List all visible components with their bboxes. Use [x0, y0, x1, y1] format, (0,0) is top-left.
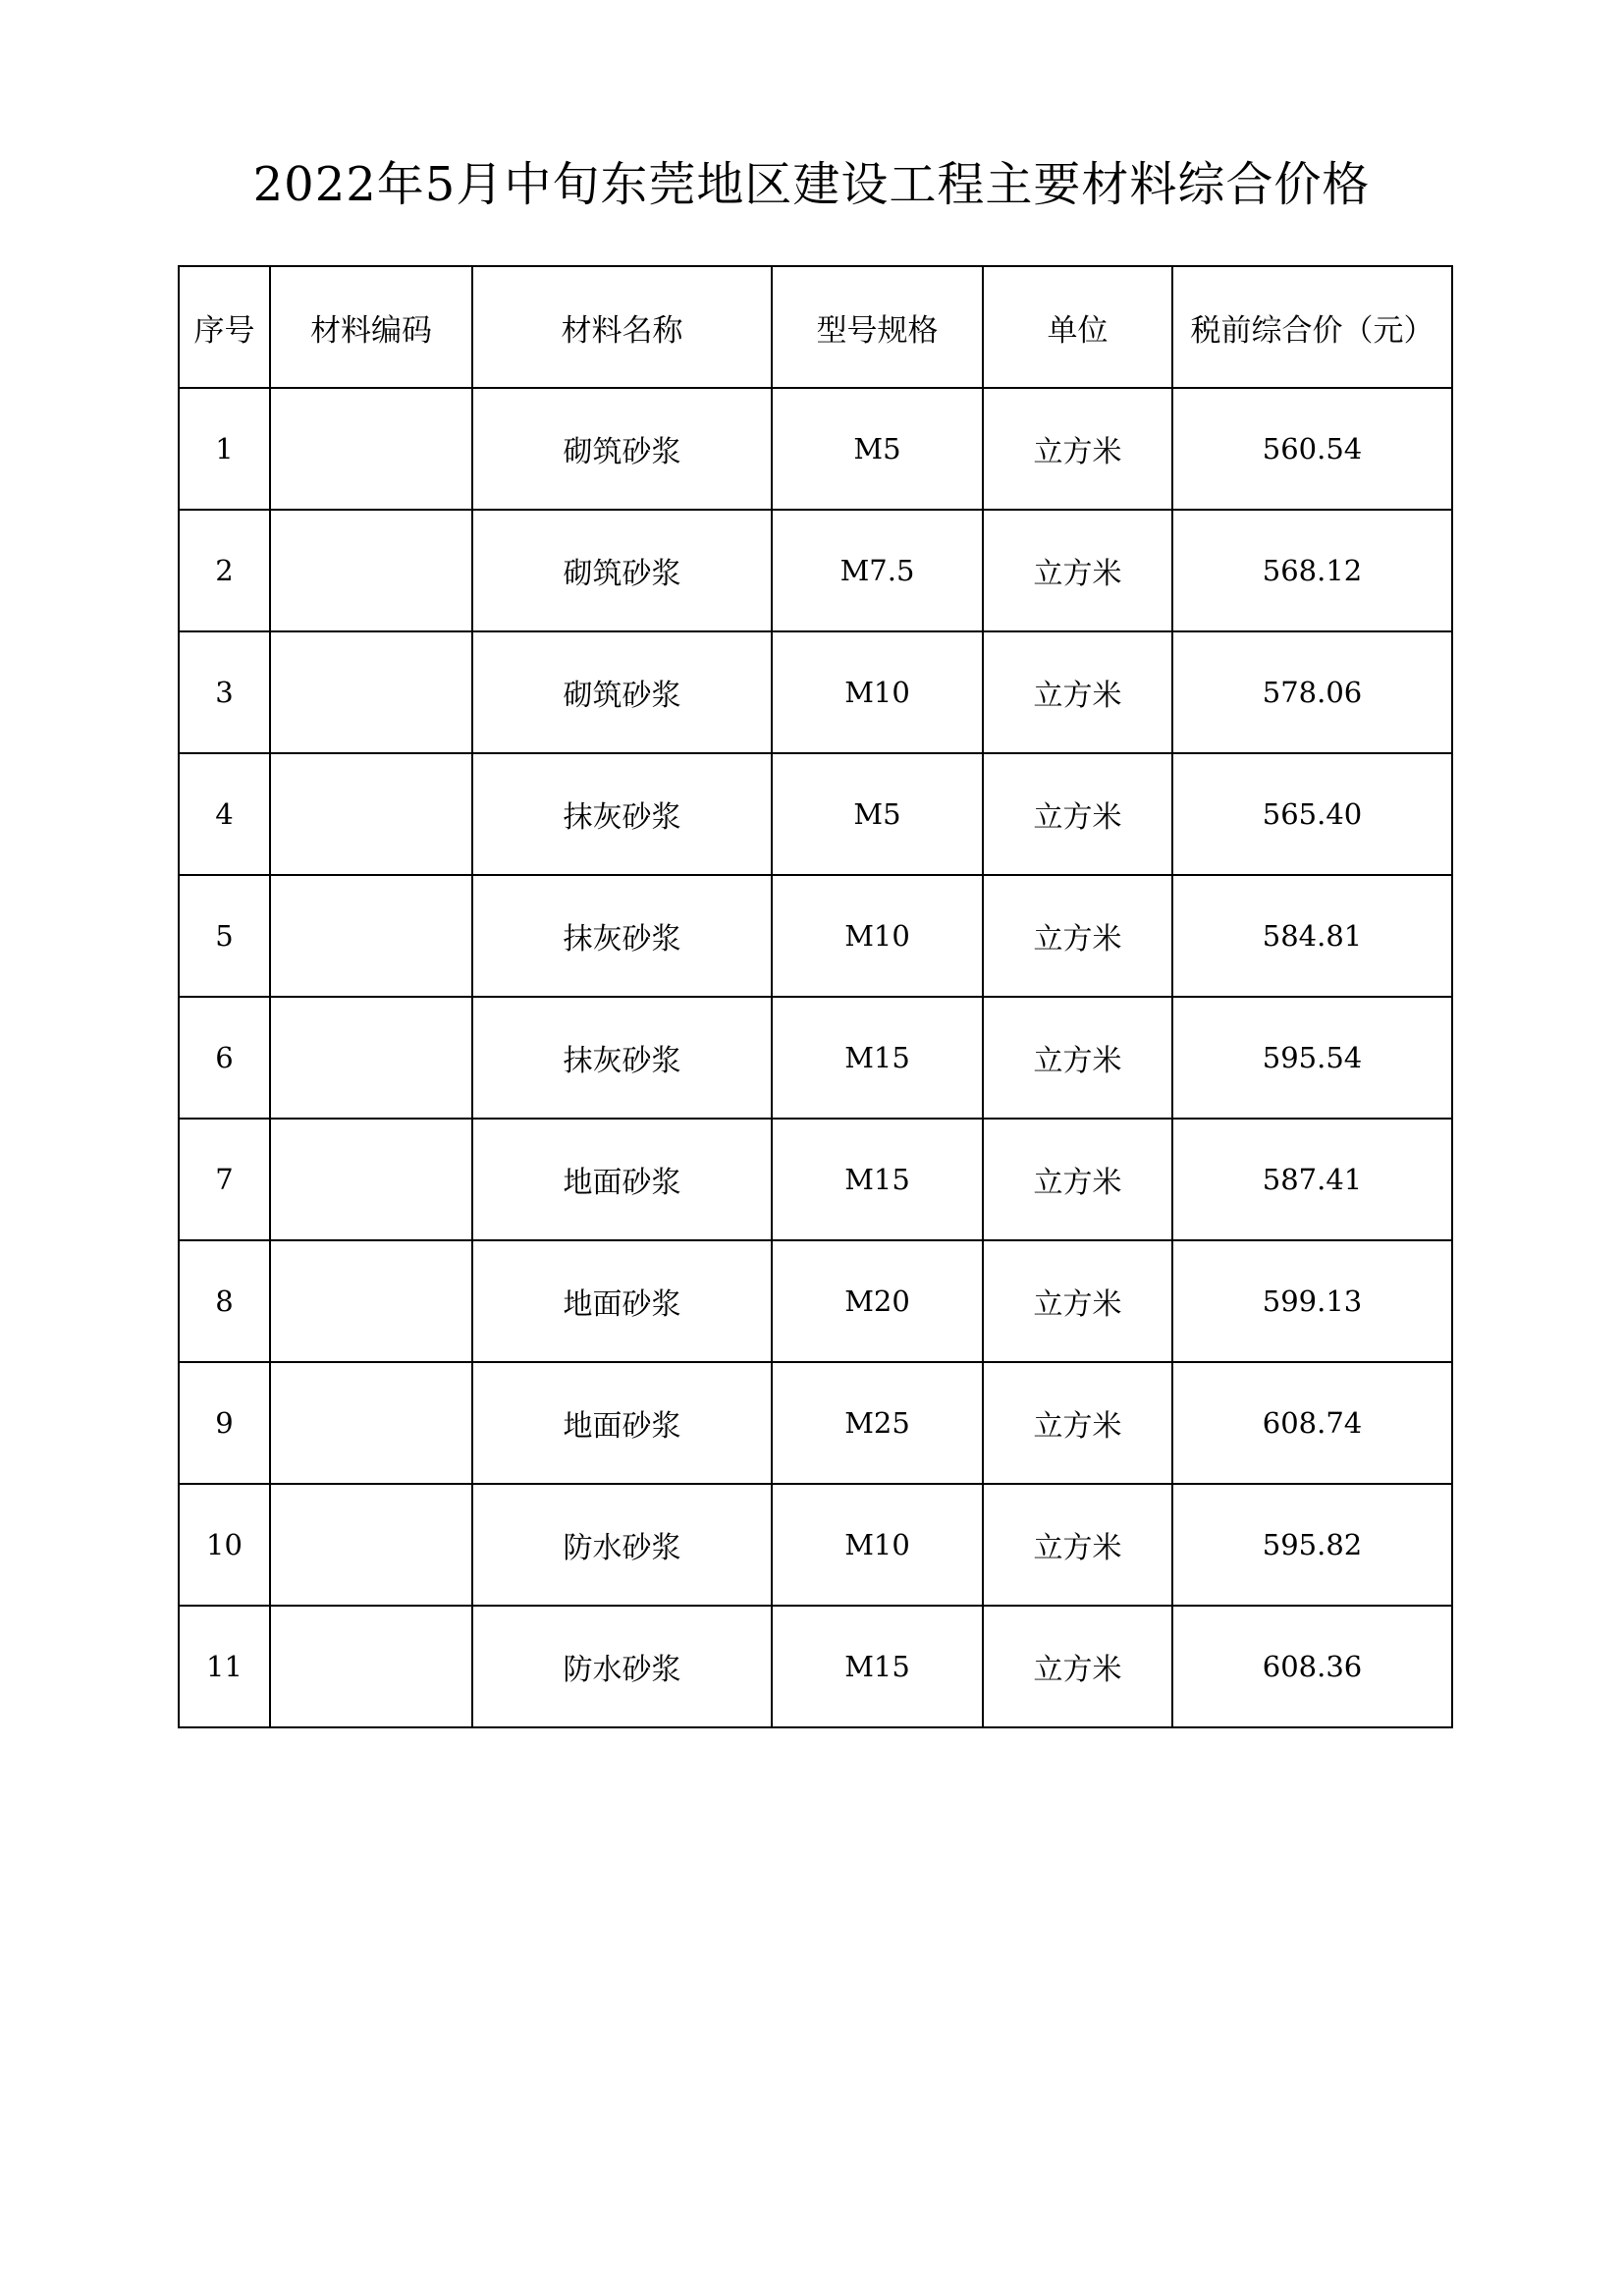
cell-unit: 立方米: [983, 753, 1172, 875]
cell-spec: M25: [772, 1362, 983, 1484]
header-price: 税前综合价（元）: [1172, 266, 1452, 388]
table-row: [179, 1362, 1452, 1484]
cell-index: 7: [179, 1119, 270, 1240]
table-row: [179, 997, 1452, 1119]
cell-unit: 立方米: [983, 510, 1172, 631]
cell-index: 11: [179, 1606, 270, 1727]
table-row: [179, 1240, 1452, 1362]
header-material-code: 材料编码: [270, 266, 472, 388]
cell-spec: M5: [772, 753, 983, 875]
cell-unit: 立方米: [983, 631, 1172, 753]
cell-material-code: [270, 1362, 472, 1484]
cell-material-code: [270, 875, 472, 997]
cell-spec: M15: [772, 997, 983, 1119]
cell-material-name: 抹灰砂浆: [472, 753, 772, 875]
cell-price: 608.36: [1172, 1606, 1452, 1727]
cell-price: 578.06: [1172, 631, 1452, 753]
cell-index: 6: [179, 997, 270, 1119]
cell-material-name: 抹灰砂浆: [472, 997, 772, 1119]
cell-index: 1: [179, 388, 270, 510]
cell-index: 8: [179, 1240, 270, 1362]
cell-price: 599.13: [1172, 1240, 1452, 1362]
page-title: 2022年5月中旬东莞地区建设工程主要材料综合价格: [252, 157, 1371, 212]
cell-material-code: [270, 1484, 472, 1606]
cell-unit: 立方米: [983, 1484, 1172, 1606]
cell-price: 568.12: [1172, 510, 1452, 631]
cell-unit: 立方米: [983, 1119, 1172, 1240]
cell-material-code: [270, 631, 472, 753]
cell-index: 4: [179, 753, 270, 875]
table-row: [179, 1606, 1452, 1727]
cell-spec: M15: [772, 1119, 983, 1240]
table-row: [179, 753, 1452, 875]
cell-price: 595.54: [1172, 997, 1452, 1119]
cell-price: 595.82: [1172, 1484, 1452, 1606]
cell-index: 3: [179, 631, 270, 753]
table-row: [179, 1119, 1452, 1240]
cell-material-name: 防水砂浆: [472, 1606, 772, 1727]
header-material-name: 材料名称: [472, 266, 772, 388]
header-unit: 单位: [983, 266, 1172, 388]
table-row: [179, 510, 1452, 631]
cell-material-code: [270, 997, 472, 1119]
cell-spec: M20: [772, 1240, 983, 1362]
header-spec: 型号规格: [772, 266, 983, 388]
cell-price: 584.81: [1172, 875, 1452, 997]
cell-index: 5: [179, 875, 270, 997]
cell-price: 587.41: [1172, 1119, 1452, 1240]
cell-unit: 立方米: [983, 1362, 1172, 1484]
cell-unit: 立方米: [983, 388, 1172, 510]
cell-index: 9: [179, 1362, 270, 1484]
cell-unit: 立方米: [983, 997, 1172, 1119]
cell-index: 2: [179, 510, 270, 631]
cell-material-name: 砌筑砂浆: [472, 388, 772, 510]
table-header-row: [179, 266, 1452, 388]
cell-price: 565.40: [1172, 753, 1452, 875]
cell-unit: 立方米: [983, 1606, 1172, 1727]
cell-spec: M10: [772, 875, 983, 997]
table-row: [179, 388, 1452, 510]
cell-unit: 立方米: [983, 1240, 1172, 1362]
cell-material-name: 砌筑砂浆: [472, 631, 772, 753]
cell-material-name: 防水砂浆: [472, 1484, 772, 1606]
cell-spec: M10: [772, 1484, 983, 1606]
cell-index: 10: [179, 1484, 270, 1606]
cell-spec: M5: [772, 388, 983, 510]
cell-material-code: [270, 1119, 472, 1240]
cell-material-code: [270, 1606, 472, 1727]
material-price-table: [178, 265, 1453, 1728]
cell-material-name: 砌筑砂浆: [472, 510, 772, 631]
cell-unit: 立方米: [983, 875, 1172, 997]
cell-spec: M10: [772, 631, 983, 753]
table-row: [179, 875, 1452, 997]
cell-material-name: 地面砂浆: [472, 1362, 772, 1484]
cell-material-code: [270, 1240, 472, 1362]
cell-material-code: [270, 510, 472, 631]
cell-material-code: [270, 388, 472, 510]
cell-spec: M15: [772, 1606, 983, 1727]
header-index: 序号: [179, 266, 270, 388]
cell-price: 608.74: [1172, 1362, 1452, 1484]
cell-spec: M7.5: [772, 510, 983, 631]
cell-material-code: [270, 753, 472, 875]
cell-material-name: 地面砂浆: [472, 1119, 772, 1240]
table-row: [179, 1484, 1452, 1606]
cell-material-name: 地面砂浆: [472, 1240, 772, 1362]
table-row: [179, 631, 1452, 753]
cell-material-name: 抹灰砂浆: [472, 875, 772, 997]
cell-price: 560.54: [1172, 388, 1452, 510]
